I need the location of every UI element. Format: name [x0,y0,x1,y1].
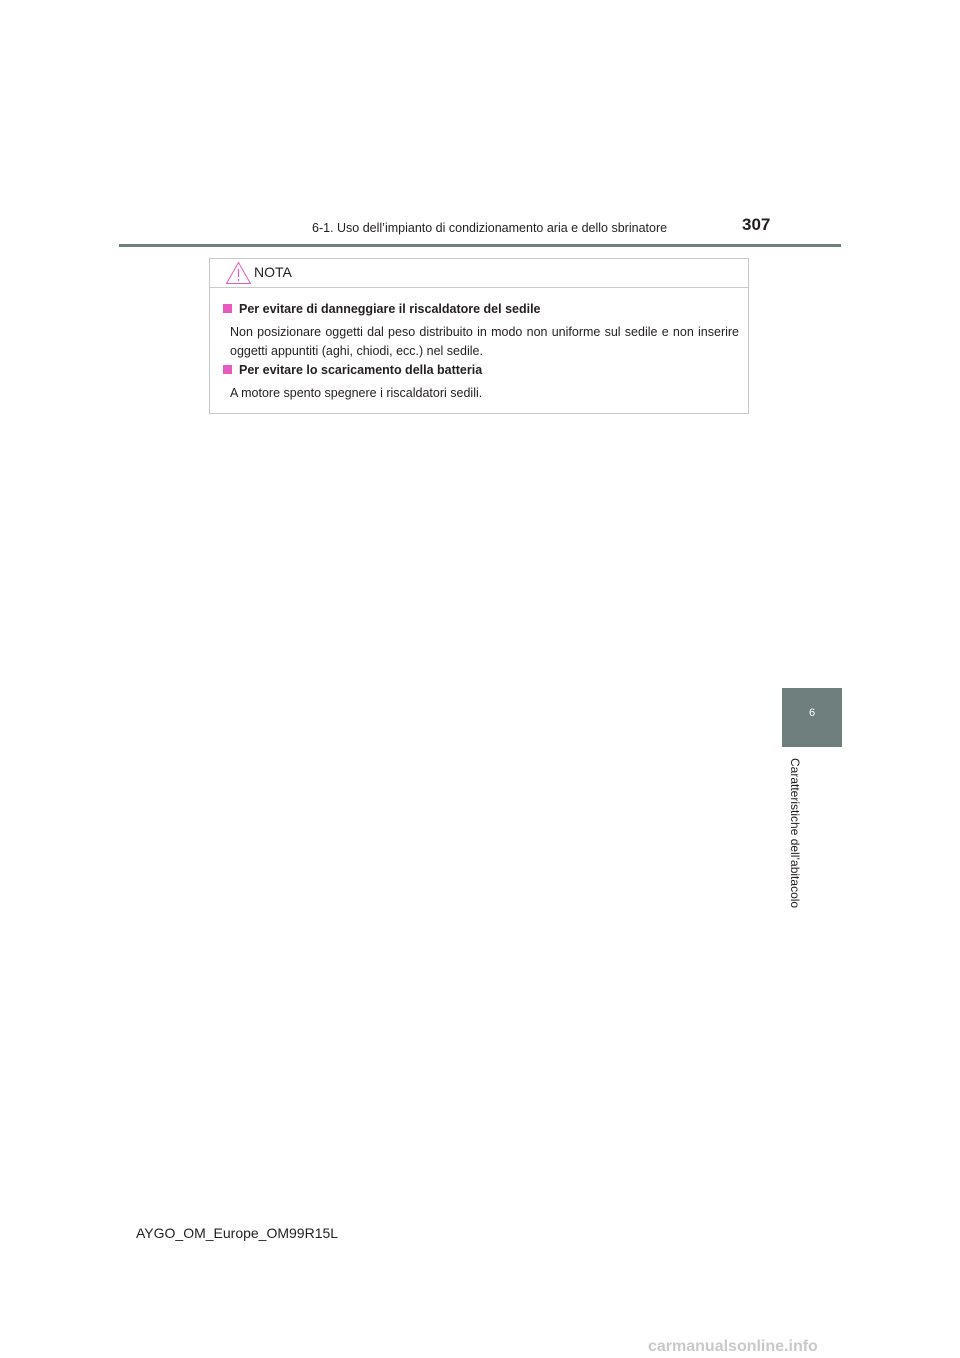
watermark: carmanualsonline.info [648,1338,818,1355]
page-number: 307 [742,215,771,234]
notice-item [219,362,739,403]
notice-box [209,258,749,414]
notice-item-body: Non posizionare oggetti dal peso distribuito in modo non uniforme sul sedile e non inserire oggetti appuntiti (aghi, chiodi, ecc.) nel sedile. [230,325,739,358]
notice-title: NOTA [254,264,292,280]
chapter-label: Caratteristiche dell’abitacolo [788,758,802,909]
notice-item-heading-text: Per evitare lo scaricamento della batteria [239,363,483,377]
notice-item-heading-text: Per evitare di danneggiare il riscaldatore del sedile [239,302,541,316]
header-rule [119,244,841,247]
chapter-tab [782,688,842,747]
warning-triangle-icon [225,261,252,285]
section-title: 6-1. Uso dell’impianto di condizionamento aria e dello sbrinatore [312,221,668,235]
square-bullet-icon [223,365,232,374]
document-code: AYGO_OM_Europe_OM99R15L [136,1225,339,1241]
notice-item-body: A motore spento spegnere i riscaldatori sedili. [230,386,483,400]
notice-header [210,259,748,288]
notice-item-heading [219,301,739,317]
chapter-number: 6 [808,707,816,719]
notice-item-heading [219,362,739,378]
notice-item [219,301,739,361]
square-bullet-icon [223,304,232,313]
